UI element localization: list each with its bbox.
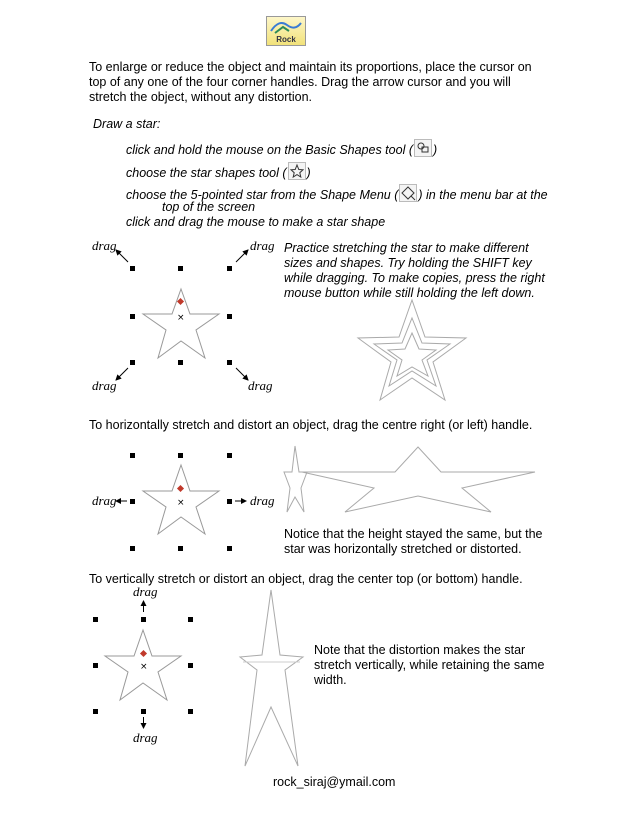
drag-label-top-left: drag — [92, 238, 117, 253]
drag-label-bottom-right: drag — [248, 378, 273, 393]
center-cross: × — [177, 313, 185, 323]
star-figure-vertical — [93, 601, 193, 728]
svg-text:×: × — [177, 498, 185, 508]
logo-text: Rock — [276, 35, 296, 44]
step1-text-b: ) — [432, 143, 438, 157]
drag-label-top: drag — [133, 584, 158, 599]
step1-text-a: click and hold the mouse on the Basic Shapes tool ( — [126, 143, 413, 157]
vertical-note: Note that the distortion makes the star stretch vertically, while retaining the same width. — [314, 643, 545, 687]
practice-note: Practice stretching the star to make different sizes and shapes. Try holding the SHIFT key while dragging. To make copies, press the right mouse button while still holding the left down. — [284, 241, 545, 300]
tall-star-example — [240, 590, 303, 766]
center-marker — [177, 298, 184, 305]
star-figure-proportional — [116, 250, 248, 380]
drag-label-bottom: drag — [133, 730, 158, 745]
step3-continuation: top of the screen — [162, 200, 256, 214]
footer-email: rock_siraj@ymail.com — [273, 775, 396, 789]
step-drag-star: click and drag the mouse to make a star shape — [126, 215, 386, 229]
narrow-star-example — [284, 446, 307, 512]
wide-star-example — [302, 447, 535, 512]
svg-text:×: × — [140, 662, 148, 672]
step3-text-b: ) in the menu bar at the — [418, 188, 548, 202]
step3-text-a: choose the 5-pointed star from the Shape Menu ( — [126, 188, 399, 202]
vertical-instruction: To vertically stretch or distort an object, drag the center top (or bottom) handle. — [89, 572, 523, 586]
step2-text-b: ) — [306, 166, 311, 180]
star-figure-horizontal — [116, 453, 246, 551]
drag-label-top-right: drag — [250, 238, 275, 253]
step2-text-a: choose the star shapes tool ( — [126, 166, 287, 180]
horizontal-instruction: To horizontally stretch and distort an object, drag the centre right (or left) handle. — [89, 418, 533, 432]
drag-label-right: drag — [250, 493, 275, 508]
drag-label-bottom-left: drag — [92, 378, 117, 393]
intro-paragraph: To enlarge or reduce the object and maintain its proportions, place the cursor on top of any one of the four corner handles. Drag the arrow cursor and you will stretch the object, without any distortion. — [89, 60, 532, 104]
drag-label-left: drag — [92, 493, 117, 508]
horizontal-note: Notice that the height stayed the same, but the star was horizontally stretched or distorted. — [284, 527, 543, 556]
draw-star-heading: Draw a star: — [93, 117, 161, 131]
nested-stars-example — [358, 300, 466, 400]
